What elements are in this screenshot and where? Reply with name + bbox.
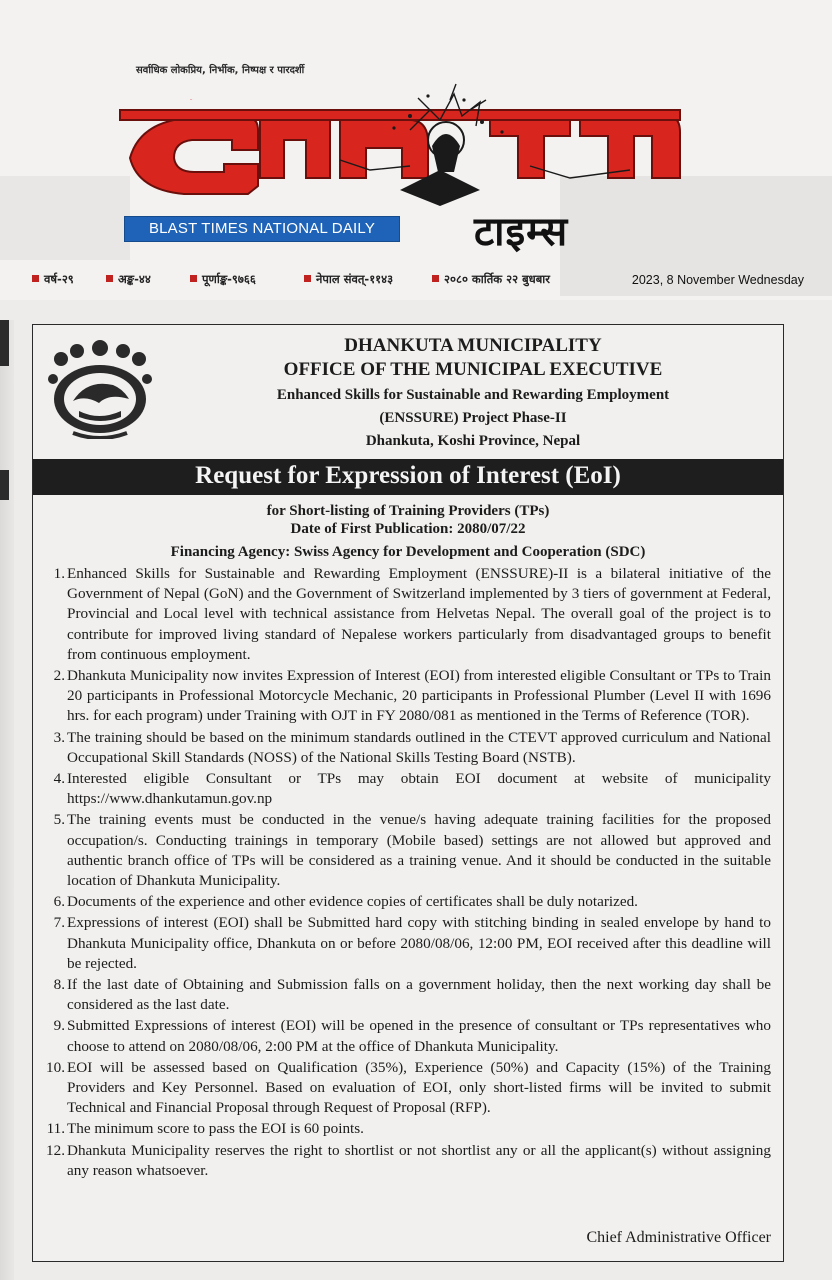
meta-english-date: 2023, 8 November Wednesday	[631, 273, 804, 287]
list-item: 8. If the last date of Obtaining and Submission falls on a government holiday, then the next working day shall be considered as the last date.	[53, 976, 771, 1014]
notice-title: Request for Expression of Interest (EoI)	[195, 462, 621, 489]
list-item: 12. Dhankuta Municipality reserves the right to shortlist or not shortlist any or all the applicant(s) without assigning any reason whatsoever.	[46, 1141, 771, 1179]
list-item: 9. Submitted Expressions of interest (EOI) will be opened in the presence of consultant or TPs representatives who choose to attend on 2080/08/06, 2:00 PM at the office of Dhankuta Municipality.	[53, 1017, 771, 1055]
masthead-tagline: सर्वाधिक लोकप्रिय, निर्भीक, निष्पक्ष र पारदर्शी	[136, 65, 305, 76]
page-left-edge	[0, 320, 14, 1280]
meta-total-issue: पूर्णाङ्क-९७६६	[190, 272, 256, 287]
nepal-government-emblem	[43, 339, 157, 439]
logo-letters	[120, 84, 680, 206]
list-item: 4. Interested eligible Consultant or TPs may obtain EOI document at website of municipality https://www.dhankutamun.gov.np	[53, 770, 771, 808]
list-item: 5. The training events must be conducted in the venue/s having adequate training facilities for the proposed occupation/s. Conducting trainings in temporary (Mobile based) settings are not allowed but approved and authentic branch office of TPs will be considered as a training venue. And it should be conducted in the suitable location of Dhankuta Municipality.	[53, 811, 771, 890]
notice-title-bar	[33, 459, 783, 495]
issue-meta-row	[28, 272, 818, 294]
english-name-banner	[124, 216, 400, 242]
list-item: 11. The minimum score to pass the EOI is 60 points.	[46, 1120, 364, 1138]
meta-nepali-date: २०८० कार्तिक २२ बुधबार	[432, 272, 550, 287]
project-name: Enhanced Skills for Sustainable and Rewarding Employment	[276, 387, 670, 403]
list-item: 10. EOI will be assessed based on Qualification (35%), Experience (50%) and Capacity (15%) of the Training Providers and Key Personnel. Based on evaluation of EOI, only short-listed firms will be invited to submit Technical and Financial Proposal through Request of Proposal (RFP).	[46, 1058, 771, 1117]
logo-wordmark: ब्लास्ट	[190, 100, 193, 101]
project-phase: (ENSSURE) Project Phase-II	[379, 410, 567, 426]
meta-nepal-sambat: नेपाल संवत्-११४३	[304, 272, 393, 287]
english-name: BLAST TIMES NATIONAL DAILY	[148, 220, 376, 237]
notice-subtitle: for Short-listing of Training Providers (TPs)	[266, 503, 550, 519]
list-item: 6. Documents of the experience and other evidence copies of certificates shall be duly notarized.	[53, 893, 638, 911]
location: Dhankuta, Koshi Province, Nepal	[365, 433, 581, 449]
devanagari-name: टाइम्स	[474, 209, 569, 255]
notice-items	[41, 564, 771, 1182]
financing-agency: Financing Agency: Swiss Agency for Development and Cooperation (SDC)	[170, 544, 646, 560]
edge-mark	[0, 470, 9, 500]
list-item: 1. Enhanced Skills for Sustainable and Rewarding Employment (ENSSURE)-II is a bilateral initiative of the Government of Nepal (GoN) and the Government of Switzerland implemented by 3 tiers of government at Federal, Provincial and Local level with technical assistance from Helvetas Nepal. The overall goal of the project is to contribute for improved living standard of Nepalese workers particularly from disadvantaged groups to benefit from continuous employment.	[53, 565, 771, 663]
office-name: OFFICE OF THE MUNICIPAL EXECUTIVE	[283, 359, 663, 380]
newspaper-masthead	[0, 0, 832, 300]
eoi-notice	[32, 324, 784, 1262]
meta-year: वर्ष-२९	[32, 272, 74, 287]
signoff: Chief Administrative Officer	[586, 1229, 771, 1246]
list-item: 2. Dhankuta Municipality now invites Expression of Interest (EOI) from interested eligible Consultant or TPs to Train 20 participants in Professional Motorcycle Mechanic, 20 participants in Professional Plumber (Level II with 1696 hrs. for each program) under Training with OJT in FY 2080/081 as mentioned in the Terms of Reference (TOR).	[53, 667, 771, 725]
list-item: 7. Expressions of interest (EOI) shall be Submitted hard copy with stitching binding in sealed envelope by hand to Dhankuta Municipality office, Dhankuta on or before 2080/08/06, 12:00 PM, EOI received after this deadline will be rejected.	[53, 914, 771, 972]
publication-date: Date of First Publication: 2080/07/22	[290, 521, 526, 537]
blast-times-logo	[110, 70, 690, 210]
edge-mark	[0, 320, 9, 366]
municipality-name: DHANKUTA MUNICIPALITY	[344, 335, 602, 356]
meta-issue: अङ्क-४४	[106, 272, 151, 287]
list-item: 3. The training should be based on the minimum standards outlined in the CTEVT approved curriculum and National Occupational Skill Standards (NOSS) of the National Skills Testing Board (NSTB).	[53, 728, 771, 766]
